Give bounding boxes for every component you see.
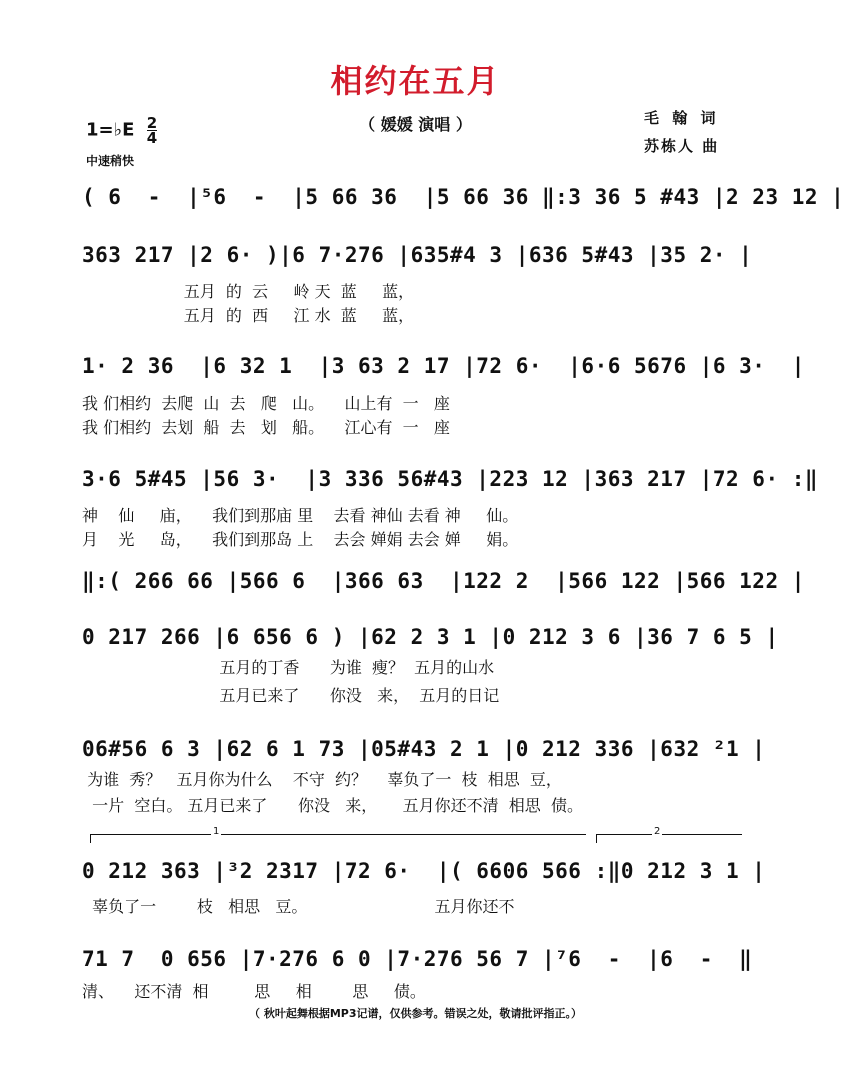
notation-line-3: 1· 2 36 |6 32 1 |3 63 2 17 |72 6· |6·6 5676 |6 3· | [82, 354, 805, 378]
lyric-line-2a: 五月 的 云 岭 天 蓝 蓝， [82, 282, 415, 301]
lyric-line-8a: 辜负了一 枝 相思 豆。 五月你还不 [82, 897, 515, 916]
lyric-line-6b: 五月已来了 你没 来， 五月的日记 [82, 686, 500, 705]
key-signature [86, 116, 157, 145]
tempo-marking: 中速稍快 [86, 154, 135, 168]
volta-label-2: 2 [654, 826, 661, 837]
lyric-line-7b: 一片 空白。 五月已来了 你没 来， 五月你还不清 相思 债。 [82, 796, 583, 815]
lyricist-credit: 毛 翰 词 [644, 109, 720, 127]
notation-line-5: ‖:( 266 66 |566 6 |366 63 |122 2 |566 122 |566 122 | [82, 569, 805, 593]
time-signature [147, 116, 157, 145]
notation-line-4: 3·6 5#45 |56 3· |3 336 56#43 |223 12 |363 217 |72 6· :‖ [82, 467, 819, 491]
lyric-line-3a: 我 们相约 去爬 山 去 爬 山。 山上有 一 座 [82, 394, 450, 413]
lyric-line-2b: 五月 的 西 江 水 蓝 蓝， [82, 306, 415, 325]
notation-line-9: 71 7 0 656 |7·276 6 0 |7·276 56 7 |⁷6 - |6 - ‖ [82, 947, 753, 971]
lyric-line-4b: 月 光 岛， 我们到那岛 上 去会 婵娟 去会 婵 娟。 [82, 530, 519, 549]
notation-line-7: 06#56 6 3 |62 6 1 73 |05#43 2 1 |0 212 336 |632 ²1 | [82, 737, 766, 761]
lyric-line-6a: 五月的丁香 为谁 瘦？ 五月的山水 [82, 658, 495, 677]
key-label: 1=♭E [86, 119, 135, 141]
volta-bracket-2 [596, 826, 742, 843]
notation-line-8: 0 212 363 |³2 2317 |72 6· |( 6606 566 :‖0 212 3 1 | [82, 859, 766, 883]
volta-bracket-1 [90, 826, 586, 843]
song-title: 相约在五月 [330, 62, 501, 100]
lyric-line-7a: 为谁 秀？ 五月你为什么 不守 约？ 辜负了一 枝 相思 豆， [82, 770, 562, 789]
notation-line-6: 0 217 266 |6 656 6 ) |62 2 3 1 |0 212 3 6 |36 7 6 5 | [82, 625, 779, 649]
time-top: 2 [146, 114, 158, 132]
lyric-line-3b: 我 们相约 去划 船 去 划 船。 江心有 一 座 [82, 418, 450, 437]
notation-line-2: 363 217 |2 6· )|6 7·276 |635#4 3 |636 5#43 |35 2· | [82, 243, 753, 267]
lyric-line-9a: 清、 还不清 相 思 相 思 债。 [82, 982, 426, 1001]
time-bottom: 4 [146, 129, 158, 147]
composer-credit: 苏栋人 曲 [644, 137, 720, 155]
transcription-footnote: （ 秋叶起舞根据MP3记谱，仅供参考。错误之处，敬请批评指正。） [249, 1007, 582, 1020]
lyric-line-4a: 神 仙 庙， 我们到那庙 里 去看 神仙 去看 神 仙。 [82, 506, 519, 525]
singer-credit: （ 媛媛 演唱 ） [359, 115, 472, 134]
volta-label-1: 1 [213, 826, 220, 837]
notation-line-1: ( 6 - |⁵6 - |5 66 36 |5 66 36 ‖:3 36 5 #43 |2 23 12 | [82, 185, 844, 209]
